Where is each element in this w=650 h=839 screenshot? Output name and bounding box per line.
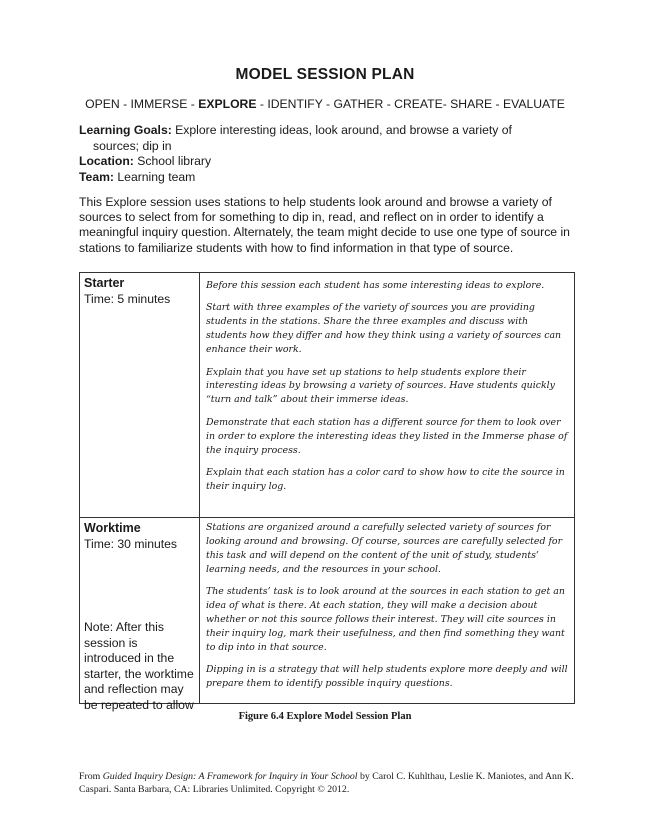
starter-heading: Starter bbox=[84, 276, 125, 290]
figure-caption: Figure 6.4 Explore Model Session Plan bbox=[238, 711, 412, 722]
worktime-note: Note: After this session is introduced in the starter, the worktime and reflection may be repeated to allow bbox=[84, 620, 194, 712]
worktime-paragraph: Dipping in is a strategy that will help students explore more deeply and will prepare them to identify possible inquiry questions. bbox=[206, 664, 568, 690]
starter-paragraph: Explain that you have set up stations to help students explore their interesting ideas by browsing a variety of sources. Have students quickly “turn and talk” about their immerse ideas. bbox=[206, 366, 555, 406]
starter-content-cell bbox=[206, 279, 570, 502]
starter-paragraph: Explain that each station has a color card to show how to cite the source in their inquiry log. bbox=[206, 466, 565, 492]
starter-time: Time: 5 minutes bbox=[84, 291, 171, 306]
phase-current: EXPLORE bbox=[198, 97, 257, 111]
phase-sequence bbox=[0, 97, 650, 111]
session-plan-table bbox=[79, 272, 575, 712]
location-row bbox=[79, 154, 579, 170]
starter-paragraph: Demonstrate that each station has a different source for them to look over in order to explore the interesting ideas they listed in the Immerse phase of the inquiry process. bbox=[206, 416, 568, 456]
phases-after: - IDENTIFY - GATHER - CREATE- SHARE - EVALUATE bbox=[256, 97, 565, 111]
credit-book-title: Guided Inquiry Design: A Framework for Inquiry in Your School bbox=[102, 771, 358, 782]
column-divider bbox=[199, 273, 200, 703]
starter-paragraph: Start with three examples of the variety of sources you are providing students in the stations. Share the three examples and discuss with students how they differ and how they think using a variety of sources can enhance their work. bbox=[206, 302, 562, 356]
credit-from: From bbox=[79, 771, 103, 782]
team-label: Team: bbox=[79, 169, 114, 184]
learning-goals-label: Learning Goals: bbox=[79, 123, 172, 137]
row-divider bbox=[80, 517, 574, 518]
starter-paragraph: Before this session each student has some interesting ideas to explore. bbox=[206, 280, 545, 291]
credit-rest: by Carol C. Kuhlthau, Leslie K. Maniotes, and Ann K. Caspari. Santa Barbara, CA: Libraries Unlimited. Copyright © 2012. bbox=[79, 771, 574, 795]
worktime-time: Time: 30 minutes bbox=[84, 536, 178, 551]
phases-before: OPEN - IMMERSE - bbox=[85, 97, 199, 111]
starter-label-cell bbox=[84, 276, 196, 307]
location-value: School library bbox=[133, 154, 212, 168]
worktime-paragraph: Stations are organized around a carefully selected variety of sources for looking around and browsing. Of course, sources are carefully selected for this task and will depend on the content of the unit of study, students’ learning needs, and the resources in your school. bbox=[206, 522, 563, 575]
copyright-credit bbox=[79, 770, 589, 796]
worktime-label-cell bbox=[84, 521, 196, 552]
location-label: Location: bbox=[79, 154, 134, 168]
worktime-heading: Worktime bbox=[84, 521, 141, 535]
learning-goals-row bbox=[79, 123, 579, 139]
page-title: MODEL SESSION PLAN bbox=[235, 66, 415, 83]
session-meta bbox=[79, 123, 579, 185]
team-value: Learning team bbox=[114, 169, 196, 184]
intro-paragraph: This Explore session uses stations to help students look around and browse a variety of sources to select from for something to dip in, read, and reflect on in order to identify a meaningful inquiry question. Alternately, the team might decide to use one type of source in stations to familiarize students with how to find information in that type of source. bbox=[79, 195, 570, 255]
team-row bbox=[79, 170, 579, 186]
worktime-content-cell bbox=[206, 521, 570, 699]
worktime-paragraph: The students’ task is to look around at the sources in each station to get an idea of what is there. At each station, they will make a decision about whether or not this source follows their interest. They will cite sources in their inquiry log, mark their usefulness, and then find something they want to dip into in that source. bbox=[206, 586, 565, 653]
learning-goals-line1: Explore interesting ideas, look around, and browse a variety of bbox=[171, 123, 512, 137]
learning-goals-line2: sources; dip in bbox=[93, 138, 172, 153]
